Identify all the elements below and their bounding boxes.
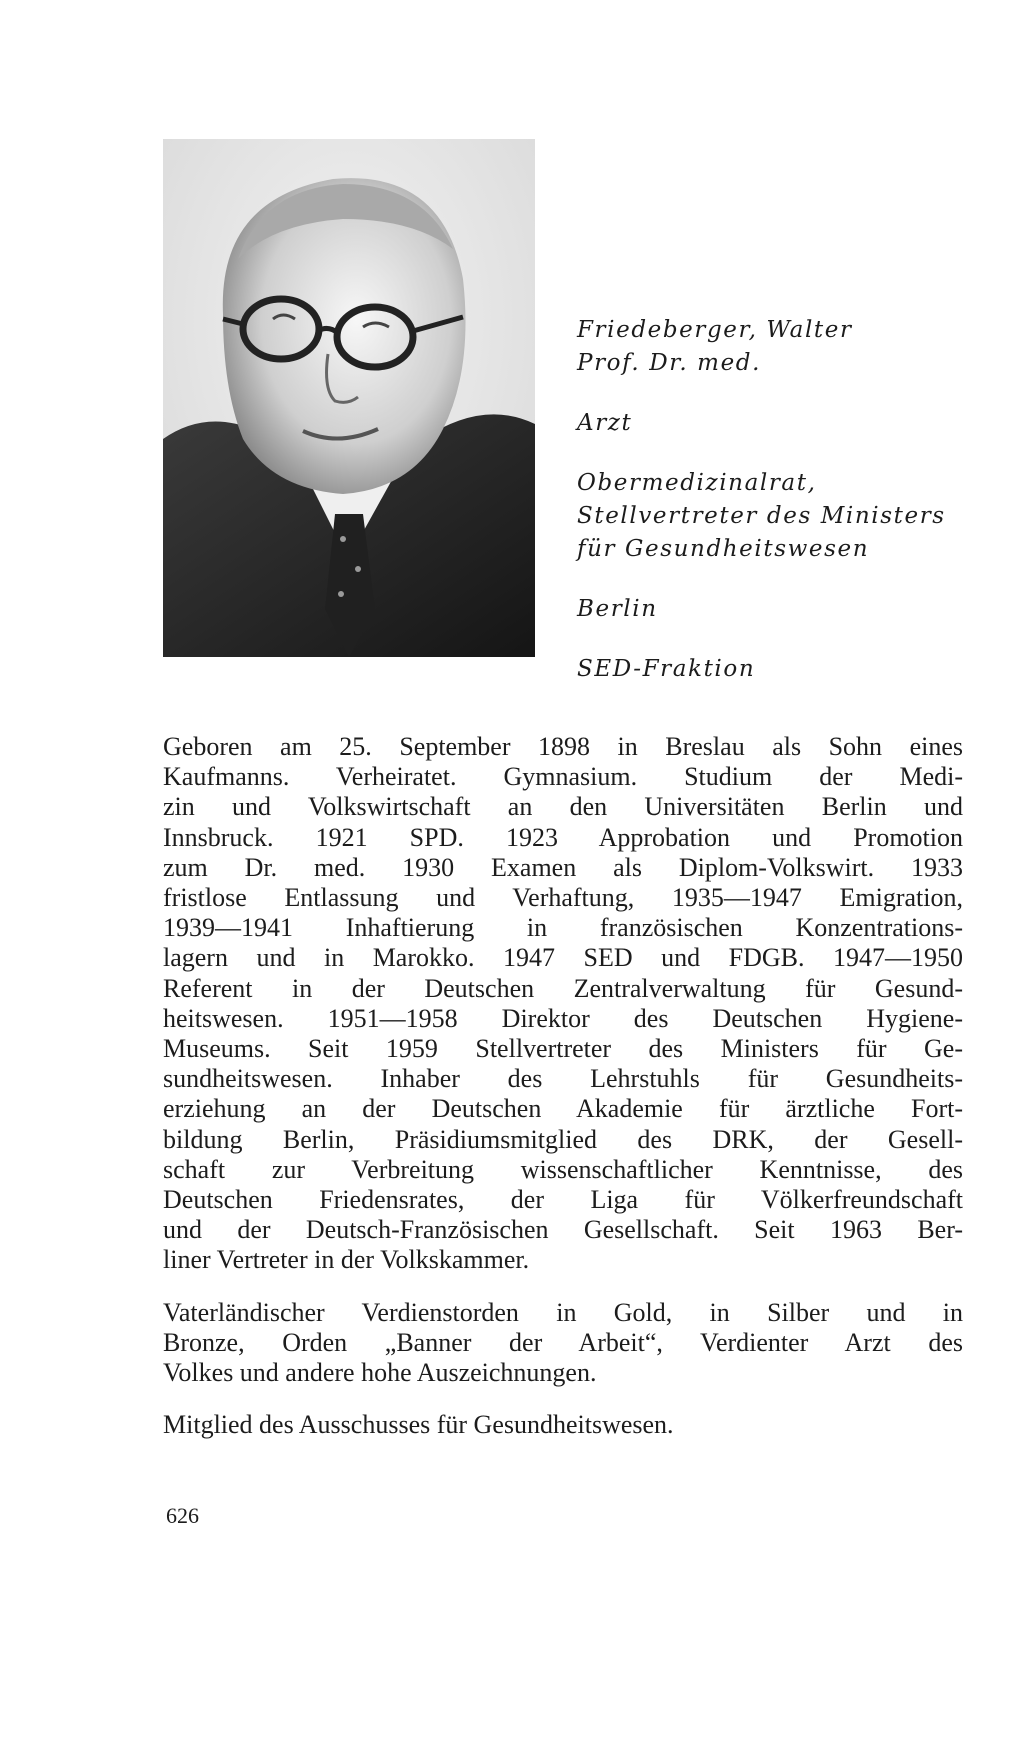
body-text xyxy=(163,732,963,1462)
awards-line: Bronze, Orden „Banner der Arbeit“, Verdienter Arzt des xyxy=(163,1327,963,1357)
caption-faction-block xyxy=(577,653,1007,686)
biography-line: zin und Volkswirtschaft an den Universitäten Berlin und xyxy=(163,792,963,822)
caption-faction: SED-Fraktion xyxy=(577,656,756,682)
biography-line: Geboren am 25. September 1898 in Breslau als Sohn eines xyxy=(163,732,963,761)
caption-profession-block xyxy=(577,407,1007,440)
biography-line: Referent in der Deutschen Zentralverwaltung für Gesund- xyxy=(163,973,963,1003)
committee-paragraph xyxy=(163,1410,963,1440)
awards-paragraph xyxy=(163,1298,963,1389)
biography-line: bildung Berlin, Präsidiumsmitglied des DRK, der Gesell- xyxy=(163,1124,963,1154)
caption-city-block xyxy=(577,593,1007,626)
caption-city: Berlin xyxy=(577,596,658,622)
caption-name-block xyxy=(577,314,1007,380)
awards-line: Vaterländischer Verdienstorden in Gold, in Silber und in xyxy=(163,1297,963,1327)
biography-line: lagern und in Marokko. 1947 SED und FDGB. 1947—1950 xyxy=(163,943,963,973)
biography-line: schaft zur Verbreitung wissenschaftlicher Kenntnisse, des xyxy=(163,1154,963,1184)
caption-profession: Arzt xyxy=(577,410,633,436)
biography-line: Innsbruck. 1921 SPD. 1923 Approbation und Promotion xyxy=(163,822,963,852)
caption-position-line: für Gesundheitswesen xyxy=(577,536,870,562)
biography-paragraph xyxy=(163,732,963,1276)
caption-name: Friedeberger, Walter xyxy=(577,317,853,343)
biography-line: und der Deutsch-Französischen Gesellschaft. Seit 1963 Ber- xyxy=(163,1215,963,1245)
biography-line: heitswesen. 1951—1958 Direktor des Deutschen Hygiene- xyxy=(163,1003,963,1033)
biography-line: liner Vertreter in der Volkskammer. xyxy=(163,1245,530,1275)
caption-title: Prof. Dr. med. xyxy=(577,350,762,376)
biography-line: 1939—1941 Inhaftierung in französischen Konzentrations- xyxy=(163,913,963,943)
awards-line: Volkes und andere hohe Auszeichnungen. xyxy=(163,1358,597,1388)
biography-line: zum Dr. med. 1930 Examen als Diplom-Volkswirt. 1933 xyxy=(163,852,963,882)
page-number: 626 xyxy=(166,1503,199,1528)
biography-line: Deutschen Friedensrates, der Liga für Völkerfreundschaft xyxy=(163,1185,963,1215)
portrait-image xyxy=(163,139,535,657)
biography-line: Kaufmanns. Verheiratet. Gymnasium. Studium der Medi- xyxy=(163,762,963,792)
biography-line: Museums. Seit 1959 Stellvertreter des Ministers für Ge- xyxy=(163,1034,963,1064)
committee-line: Mitglied des Ausschusses für Gesundheitswesen. xyxy=(163,1410,674,1440)
biography-line: fristlose Entlassung und Verhaftung, 1935—1947 Emigration, xyxy=(163,883,963,913)
biography-line: erziehung an der Deutschen Akademie für ärztliche Fort- xyxy=(163,1094,963,1124)
portrait-caption xyxy=(577,314,1007,713)
caption-position-line: Obermedizinalrat, xyxy=(577,470,817,496)
caption-position-block xyxy=(577,467,1007,566)
caption-position-line: Stellvertreter des Ministers xyxy=(577,503,946,529)
biography-line: sundheitswesen. Inhaber des Lehrstuhls für Gesundheits- xyxy=(163,1064,963,1094)
portrait-photo xyxy=(163,139,535,657)
